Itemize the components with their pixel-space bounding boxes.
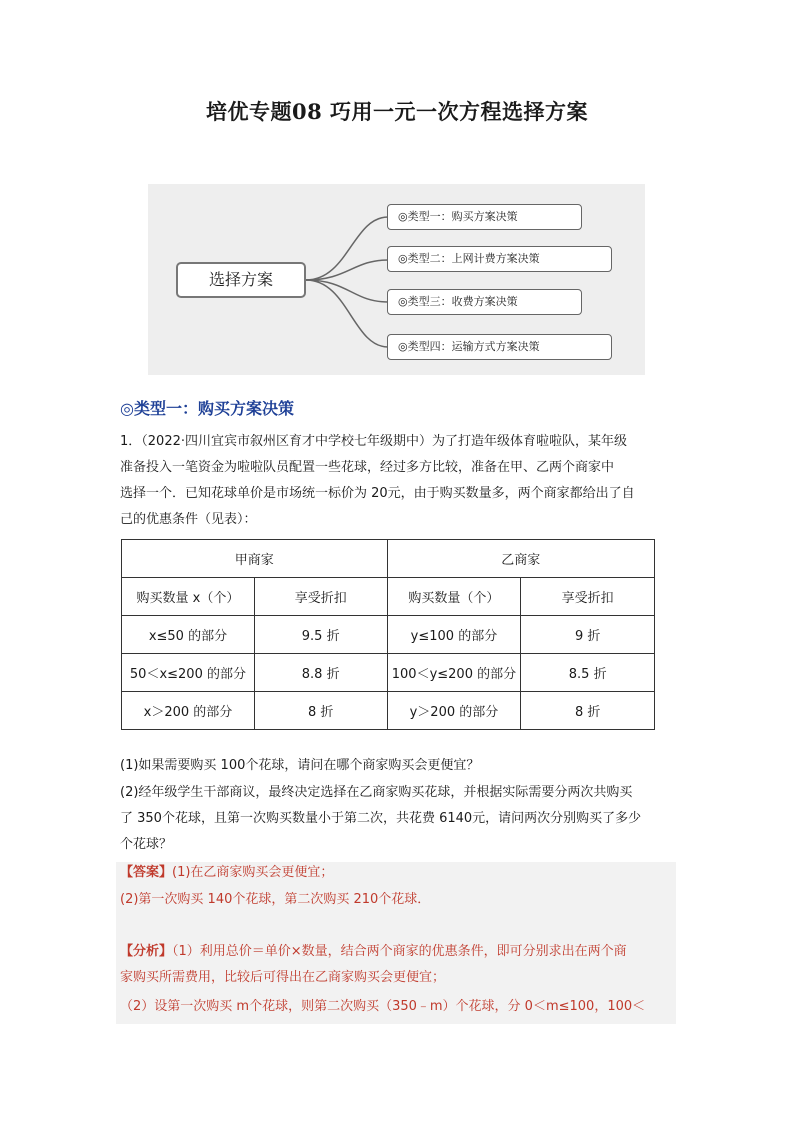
question-line-2: (2)经年级学生干部商议，最终决定选择在乙商家购买花球，并根据实际需要分两次共购买 (120, 785, 633, 800)
table-cell: 购买数量 x（个） (122, 578, 255, 616)
answer-tag: 【答案】 (120, 865, 173, 880)
mind-map-branch-2: ◎类型二：上网计费方案决策 (387, 246, 612, 272)
mind-map-branch-4: ◎类型四：运输方式方案决策 (387, 334, 612, 360)
analysis-text-1: （1）利用总价＝单价×数量，结合两个商家的优惠条件，即可分别求出在两个商 (172, 944, 627, 959)
table-header-cell: 甲商家 (122, 540, 388, 578)
table-subheader-row (122, 578, 655, 616)
table-cell: 享受折扣 (521, 578, 655, 616)
table-cell: 100＜y≤200 的部分 (387, 654, 521, 692)
mind-map-branch-1: ◎类型一：购买方案决策 (387, 204, 582, 230)
table-cell: 8 折 (254, 692, 387, 730)
problem-line-3: 选择一个．已知花球单价是市场统一标价为 20元，由于购买数量多，两个商家都给出了自 (120, 486, 635, 501)
table-cell: 50＜x≤200 的部分 (122, 654, 255, 692)
table-row (122, 654, 655, 692)
answer-line-1 (120, 862, 676, 884)
page-title: 培优专题08 巧用一元一次方程选择方案 (205, 99, 589, 124)
problem-line-1: 1．（2022·四川宜宾市叙州区育才中学校七年级期中）为了打造年级体育啦啦队，某年级 (120, 434, 627, 449)
answer-text-1: (1)在乙商家购买会更便宜； (172, 865, 334, 880)
section-heading: ◎类型一：购买方案决策 (120, 399, 294, 418)
table-cell: x≤50 的部分 (122, 616, 255, 654)
table-header-cell: 乙商家 (387, 540, 655, 578)
question-line-1: (1)如果需要购买 100个花球，请问在哪个商家购买会更便宜？ (120, 758, 480, 773)
table-cell: y≤100 的部分 (387, 616, 521, 654)
table-cell: y＞200 的部分 (387, 692, 521, 730)
table-cell: 9 折 (521, 616, 655, 654)
table-row (122, 692, 655, 730)
analysis-line-2: 家购买所需费用，比较后可得出在乙商家购买会更便宜； (120, 970, 446, 985)
table-row (122, 616, 655, 654)
mind-map-branch-3: ◎类型三：收费方案决策 (387, 289, 582, 315)
table-cell: 9.5 折 (254, 616, 387, 654)
analysis-line-3: （2）设第一次购买 m个花球，则第二次购买（350﹣m）个花球，分 0＜m≤100，100＜ (120, 999, 646, 1014)
table-cell: 8.8 折 (254, 654, 387, 692)
mind-map-diagram (148, 184, 645, 375)
table-cell: 购买数量（个） (387, 578, 521, 616)
table-cell: x＞200 的部分 (122, 692, 255, 730)
question-line-3: 了 350个花球，且第一次购买数量小于第二次，共花费 6140元，请问两次分别购买了多少 (120, 811, 642, 826)
analysis-line-1 (120, 941, 676, 963)
question-line-4: 个花球？ (120, 837, 173, 852)
table-cell: 8 折 (521, 692, 655, 730)
answer-line-2: (2)第一次购买 140个花球，第二次购买 210个花球． (120, 892, 431, 907)
mind-map-center: 选择方案 (176, 262, 306, 298)
analysis-tag: 【分析】 (120, 944, 173, 959)
table-cell: 享受折扣 (254, 578, 387, 616)
table-header-row (122, 540, 655, 578)
discount-table (121, 539, 655, 730)
problem-line-2: 准备投入一笔资金为啦啦队员配置一些花球，经过多方比较，准备在甲、乙两个商家中 (120, 460, 615, 475)
table-cell: 8.5 折 (521, 654, 655, 692)
problem-line-4: 己的优惠条件（见表）： (120, 512, 257, 527)
